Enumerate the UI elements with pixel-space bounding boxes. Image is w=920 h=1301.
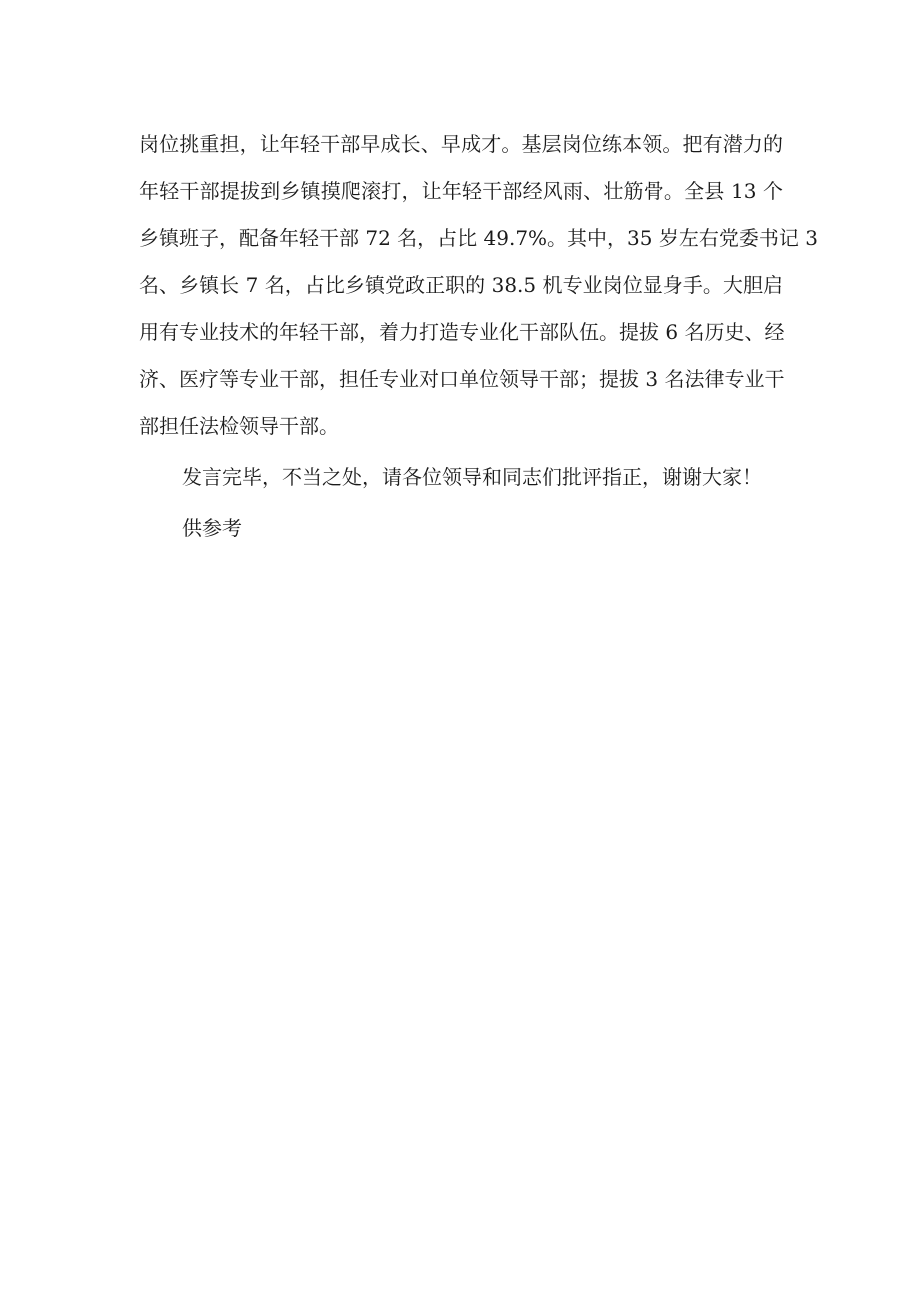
footer-note: 供参考 (182, 516, 242, 540)
document-body (139, 121, 818, 552)
paragraph-line: 乡镇班子，配备年轻干部 72 名，占比 49.7%。其中，35 岁左右党委书记 3 (139, 226, 818, 250)
paragraph-line: 部担任法检领导干部。 (139, 414, 339, 438)
paragraph-line: 用有专业技术的年轻干部，着力打造专业化干部队伍。提拔 6 名历史、经 (139, 320, 785, 344)
paragraph-line: 岗位挑重担，让年轻干部早成长、早成才。基层岗位练本领。把有潜力的 (139, 132, 783, 156)
paragraph-line: 名、乡镇长 7 名，占比乡镇党政正职的 38.5 机专业岗位显身手。大胆启 (139, 273, 783, 297)
paragraph-line: 年轻干部提拔到乡镇摸爬滚打，让年轻干部经风雨、壮筋骨。全县 13 个 (139, 179, 783, 203)
paragraph-line: 济、医疗等专业干部，担任专业对口单位领导干部；提拔 3 名法律专业干 (139, 367, 785, 391)
closing-paragraph: 发言完毕，不当之处，请各位领导和同志们批评指正，谢谢大家！ (182, 465, 762, 489)
